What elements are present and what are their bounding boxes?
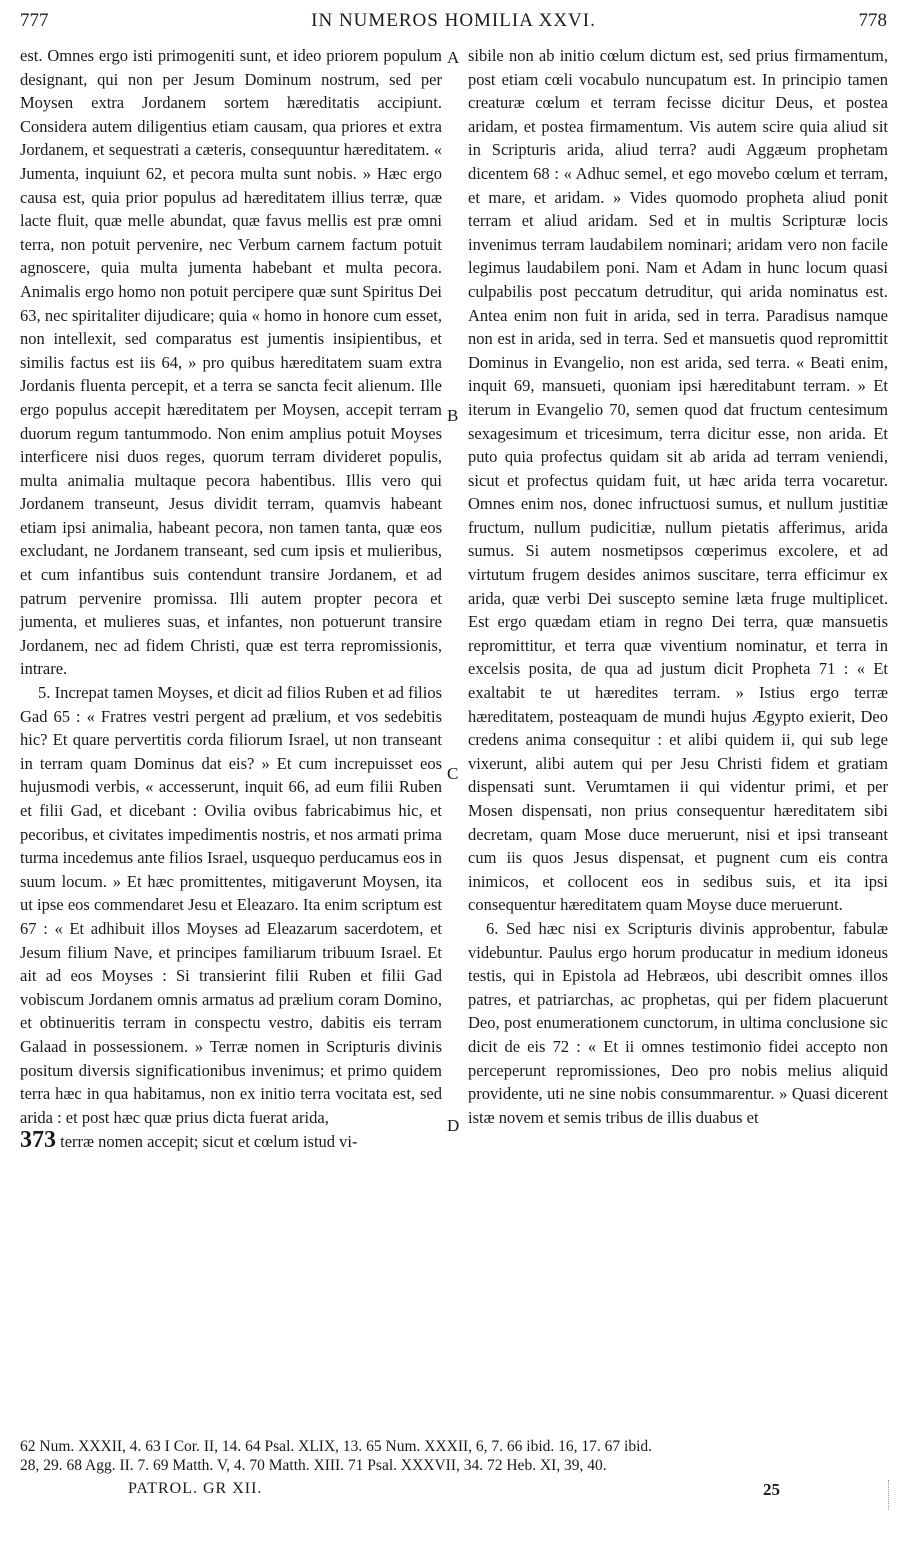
right-paragraph-2: 6. Sed hæc nisi ex Scripturis divinis approbentur, fabulæ videbuntur. Paulus ergo horum producatur in medium idoneus testis, qui in Epistola ad Hebræos, ubi describit omnes illos patres, et patriarchas, ac prophetas, qui per fidem placuerunt Deo, post enumerationem cunctorum, in ultima conclusione sic dicit de eis 72 : « Et ii omnes testimonio fidei accepto non perceperunt repromissiones, Deo pro nobis melius aliquid providente, uti ne sine nobis consummarentur. » Quasi dicerent istæ novem et semis tribus de illis duabus et	[468, 918, 888, 1127]
margin-rule	[888, 1480, 890, 1510]
margin-marker-b: B	[447, 406, 459, 425]
margin-marker-c: C	[447, 764, 459, 783]
left-last-line-text: terræ nomen accepit; sicut et cœlum istud vi-	[60, 1132, 358, 1152]
column-line-number: 373	[20, 1127, 56, 1154]
footnote-line-2: 28, 29. 68 Agg. II. 7. 69 Matth. V, 4. 70 Matth. XIII. 71 Psal. XXXVII, 34. 72 Heb. XI, 39, 40.	[20, 1457, 607, 1474]
margin-marker-d: D	[447, 1116, 460, 1135]
left-paragraph-1: est. Omnes ergo isti primogeniti sunt, et ideo priorem populum designant, qui non per Jesum Dominum nostrum, sed per Moysen extra Jordanem sortem hæreditatis accipiunt. Considera autem diligentius etiam causam, qua priores et extra Jordanem, et sequestrati a cæteris, consequuntur hæreditatem. « Jumenta, inquiunt 62, et pecora multa sunt nobis. » Hæc ergo causa est, quia prior populus ad hæreditatem illius terræ, quæ lacte fluit, quæ melle abundat, quæ favus mellis est præ omni terra, non potuit pervenire, nec Verbum carnem factum potuit agnoscere, quia multa jumenta habebant et multa pecora. Animalis ergo homo non potuit percipere quæ sunt Spiritus Dei 63, nec spiritaliter dijudicare; quia « homo in honore cum esset, non intellexit, sed comparatus est jumentis insipientibus, et similis factus est iis 64, » pro quibus hæreditatem suam extra Jordanis fluenta percepit, et a terra se sancta fecit alienum. Ille ergo populus accepit hæreditatem per Moysen, accepit terram duorum regum tantummodo. Non enim amplius potuit Moyses interficere nisi duos reges, quorum terram divideret populis, multa animalia multaque pecora habentibus. Illis vero qui Jordanem transeunt, Jesus dividit terram, quamvis habeant etiam ipsi animalia, habeant pecora, non tamen tanta, quæ eos excludant, ne Jordanem transeant, sed cum ipsis et mulieribus, et cum infantibus suis contendunt transire Jordanem, et ad patrum pervenire promissa. Illi autem propter pecora et jumenta, et mulieres suas, et infantes, non potuerunt transire Jordanem, nec ad fidem Christi, quæ est terra repromissionis, intrare.	[20, 46, 442, 679]
footnote-line-1: 62 Num. XXXII, 4. 63 I Cor. II, 14. 64 Psal. XLIX, 13. 65 Num. XXXII, 6, 7. 66 ibid. 16, 17. 67 ibid.	[20, 1438, 653, 1455]
left-last-line	[20, 1129, 442, 1154]
right-column	[468, 44, 888, 1129]
margin-marker-a: A	[447, 48, 460, 67]
left-column	[20, 44, 442, 1154]
left-paragraph-2: 5. Increpat tamen Moyses, et dicit ad filios Ruben et ad filios Gad 65 : « Fratres vestri pergent ad prælium, et vos sedebitis hic? Et quare pervertitis corda filiorum Israel, ut non transeant in terram quam Dominus dat eis? » Et cum increpuisset eos hujusmodi verbis, « accesserunt, inquit 66, ad eum filii Ruben et filii Gad, et dicebant : Ovilia ovibus fabricabimus hic, et pecoribus, et civitates impedimentis nostris, et nos armati prima turma incedemus ante filios Israel, usquequo perducamus eos in suum locum. » Et hæc promittentes, mitigaverunt Moysen, ita ut ipse eos commendaret Jesu et Eleazaro. Ita enim scriptum est 67 : « Et adhibuit illos Moyses ad Eleazarum sacerdotem, et Jesum filium Nave, et principes familiarum tribuum Israel. Et ait ad eos Moyses : Si transierint filii Ruben et filii Gad vobiscum Jordanem omnis armatus ad prælium coram Domino, et obtinueritis terram in conspectu vestro, dabitis eis terram Galaad in possessionem. » Terræ nomen in Scripturis divinis positum diversis significationibus invenimus; et primo quidem terra hæc in qua habitamus, non ex initio terra vocitata est, sed arida : et post hæc quæ prius dicta fuerat arida,	[20, 683, 443, 1127]
footnotes	[20, 1437, 890, 1475]
running-header	[20, 10, 887, 36]
footer-signature: PATROL. GR XII.	[128, 1480, 263, 1497]
footer-sheet-number: 25	[763, 1480, 780, 1499]
running-title: IN NUMEROS HOMILIA XXVI.	[311, 10, 596, 31]
right-paragraph-1: sibile non ab initio cœlum dictum est, sed prius firmamentum, post etiam cœli vocabulo nuncupatum est. In principio tamen creaturæ cœlum et terram fecisse dicitur Deus, et postea aridam, et postea firmamentum. Vis autem scire quia aliud sit in Scripturis arida, aliud terra? audi Aggæum prophetam dicentem 68 : « Adhuc semel, et ego movebo cœlum et terram, et mare, et aridam. » Vides quomodo propheta aliud ponit terram et aliud aridam. Sed et in multis Scripturæ locis invenimus terram laudabilem nominari; aridam vero non facile legimus laudabilem poni. Nam et Adam in hunc locum quasi culpabilis post peccatum detruditur, qui arida nominatus est. Antea enim non fuit in arida, sed in terra. Paradisus namque non est in arida, sed in terra. Sed et mansuetis quod repromittit Dominus in Evangelio, non est arida, sed terra. « Beati enim, inquit 69, mansueti, quoniam ipsi hæreditabunt terram. » Et iterum in Evangelio 70, semen quod dat fructum centesimum sexagesimum et tricesimum, terra dicitur esse, non arida. Et puto quia profectus quidam sit ab arida ad terram veniendi, sicut et profectus quidam fuit, ut hæc arida terra vocaretur. Omnes enim nos, donec infructuosi sumus, et nullum justitiæ fructum, nullum pudicitiæ, nullum pietatis afferimus, arida sumus. Si autem nosmetipsos cœperimus excolere, et ad virtutum frugem desides animos suscitare, terra efficimur ex arida, quæ verbi Dei suscepto semine læta fruge multiplicet. Est ergo quædam etiam in regno Dei terra, quæ mansuetis repromittitur, et terra quæ viventium nominatur, et terra in excelsis posita, de qua ad justum dicit Propheta 71 : « Et exaltabit te ut hæredites terram. » Istius ergo terræ hæreditatem, posteaquam de mundi hujus Ægypto exierit, Deo credens anima consequitur : et alibi quidem ii, qui sub lege vixerunt, alibi autem qui per Jesu Christi fidem et gratiam dispensati sunt. Verumtamen ii qui videntur primi, et per Mosen dispensati, non prius consequentur hæreditatem sibi decretam, quam Mose duce meruerunt, nisi et ipsi transeant cum iis quos Jesus dispensat, et pugnent cum eis contra inimicos, et collocent eos in sedibus suis, et ita ipsi consequentur hæreditatem quam Moyse duce meruerunt.	[468, 46, 888, 915]
page-number-left: 777	[20, 10, 49, 31]
page-number-right: 778	[858, 10, 887, 31]
